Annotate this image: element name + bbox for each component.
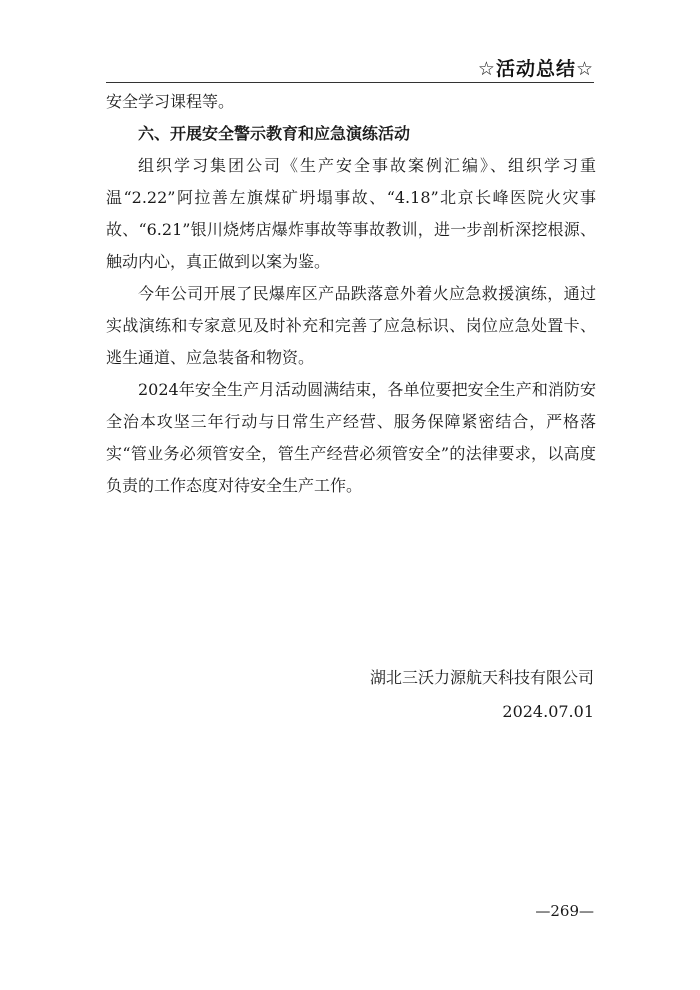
document-body bbox=[106, 86, 596, 502]
continuation-text: 安全学习课程等。 bbox=[106, 92, 235, 111]
section-heading: 六、开展安全警示教育和应急演练活动 bbox=[138, 124, 411, 143]
page-number: —269— bbox=[535, 902, 594, 920]
signature-block bbox=[370, 661, 594, 729]
paragraph-2: 今年公司开展了民爆库区产品跌落意外着火应急救援演练，通过实战演练和专家意见及时补充和完善了应急标识、岗位应急处置卡、逃生通道、应急装备和物资。 bbox=[106, 284, 596, 367]
header-title: ☆活动总结☆ bbox=[477, 58, 594, 80]
paragraph-1: 组织学习集团公司《生产安全事故案例汇编》、组织学习重温“2.22”阿拉善左旗煤矿坍塌事故、“4.18”北京长峰医院火灾事故、“6.21”银川烧烤店爆炸事故等事故教训，进一步剖析深挖根源、触动内心，真正做到以案为鉴。 bbox=[106, 156, 596, 271]
paragraph-3: 2024年安全生产月活动圆满结束，各单位要把安全生产和消防安全治本攻坚三年行动与日常生产经营、服务保障紧密结合，严格落实“管业务必须管安全，管生产经营必须管安全”的法律要求，以高度负责的工作态度对待安全生产工作。 bbox=[106, 380, 596, 495]
signature-organization: 湖北三沃力源航天科技有限公司 bbox=[369, 668, 594, 687]
header-divider bbox=[106, 82, 594, 83]
signature-date: 2024.07.01 bbox=[502, 702, 594, 721]
